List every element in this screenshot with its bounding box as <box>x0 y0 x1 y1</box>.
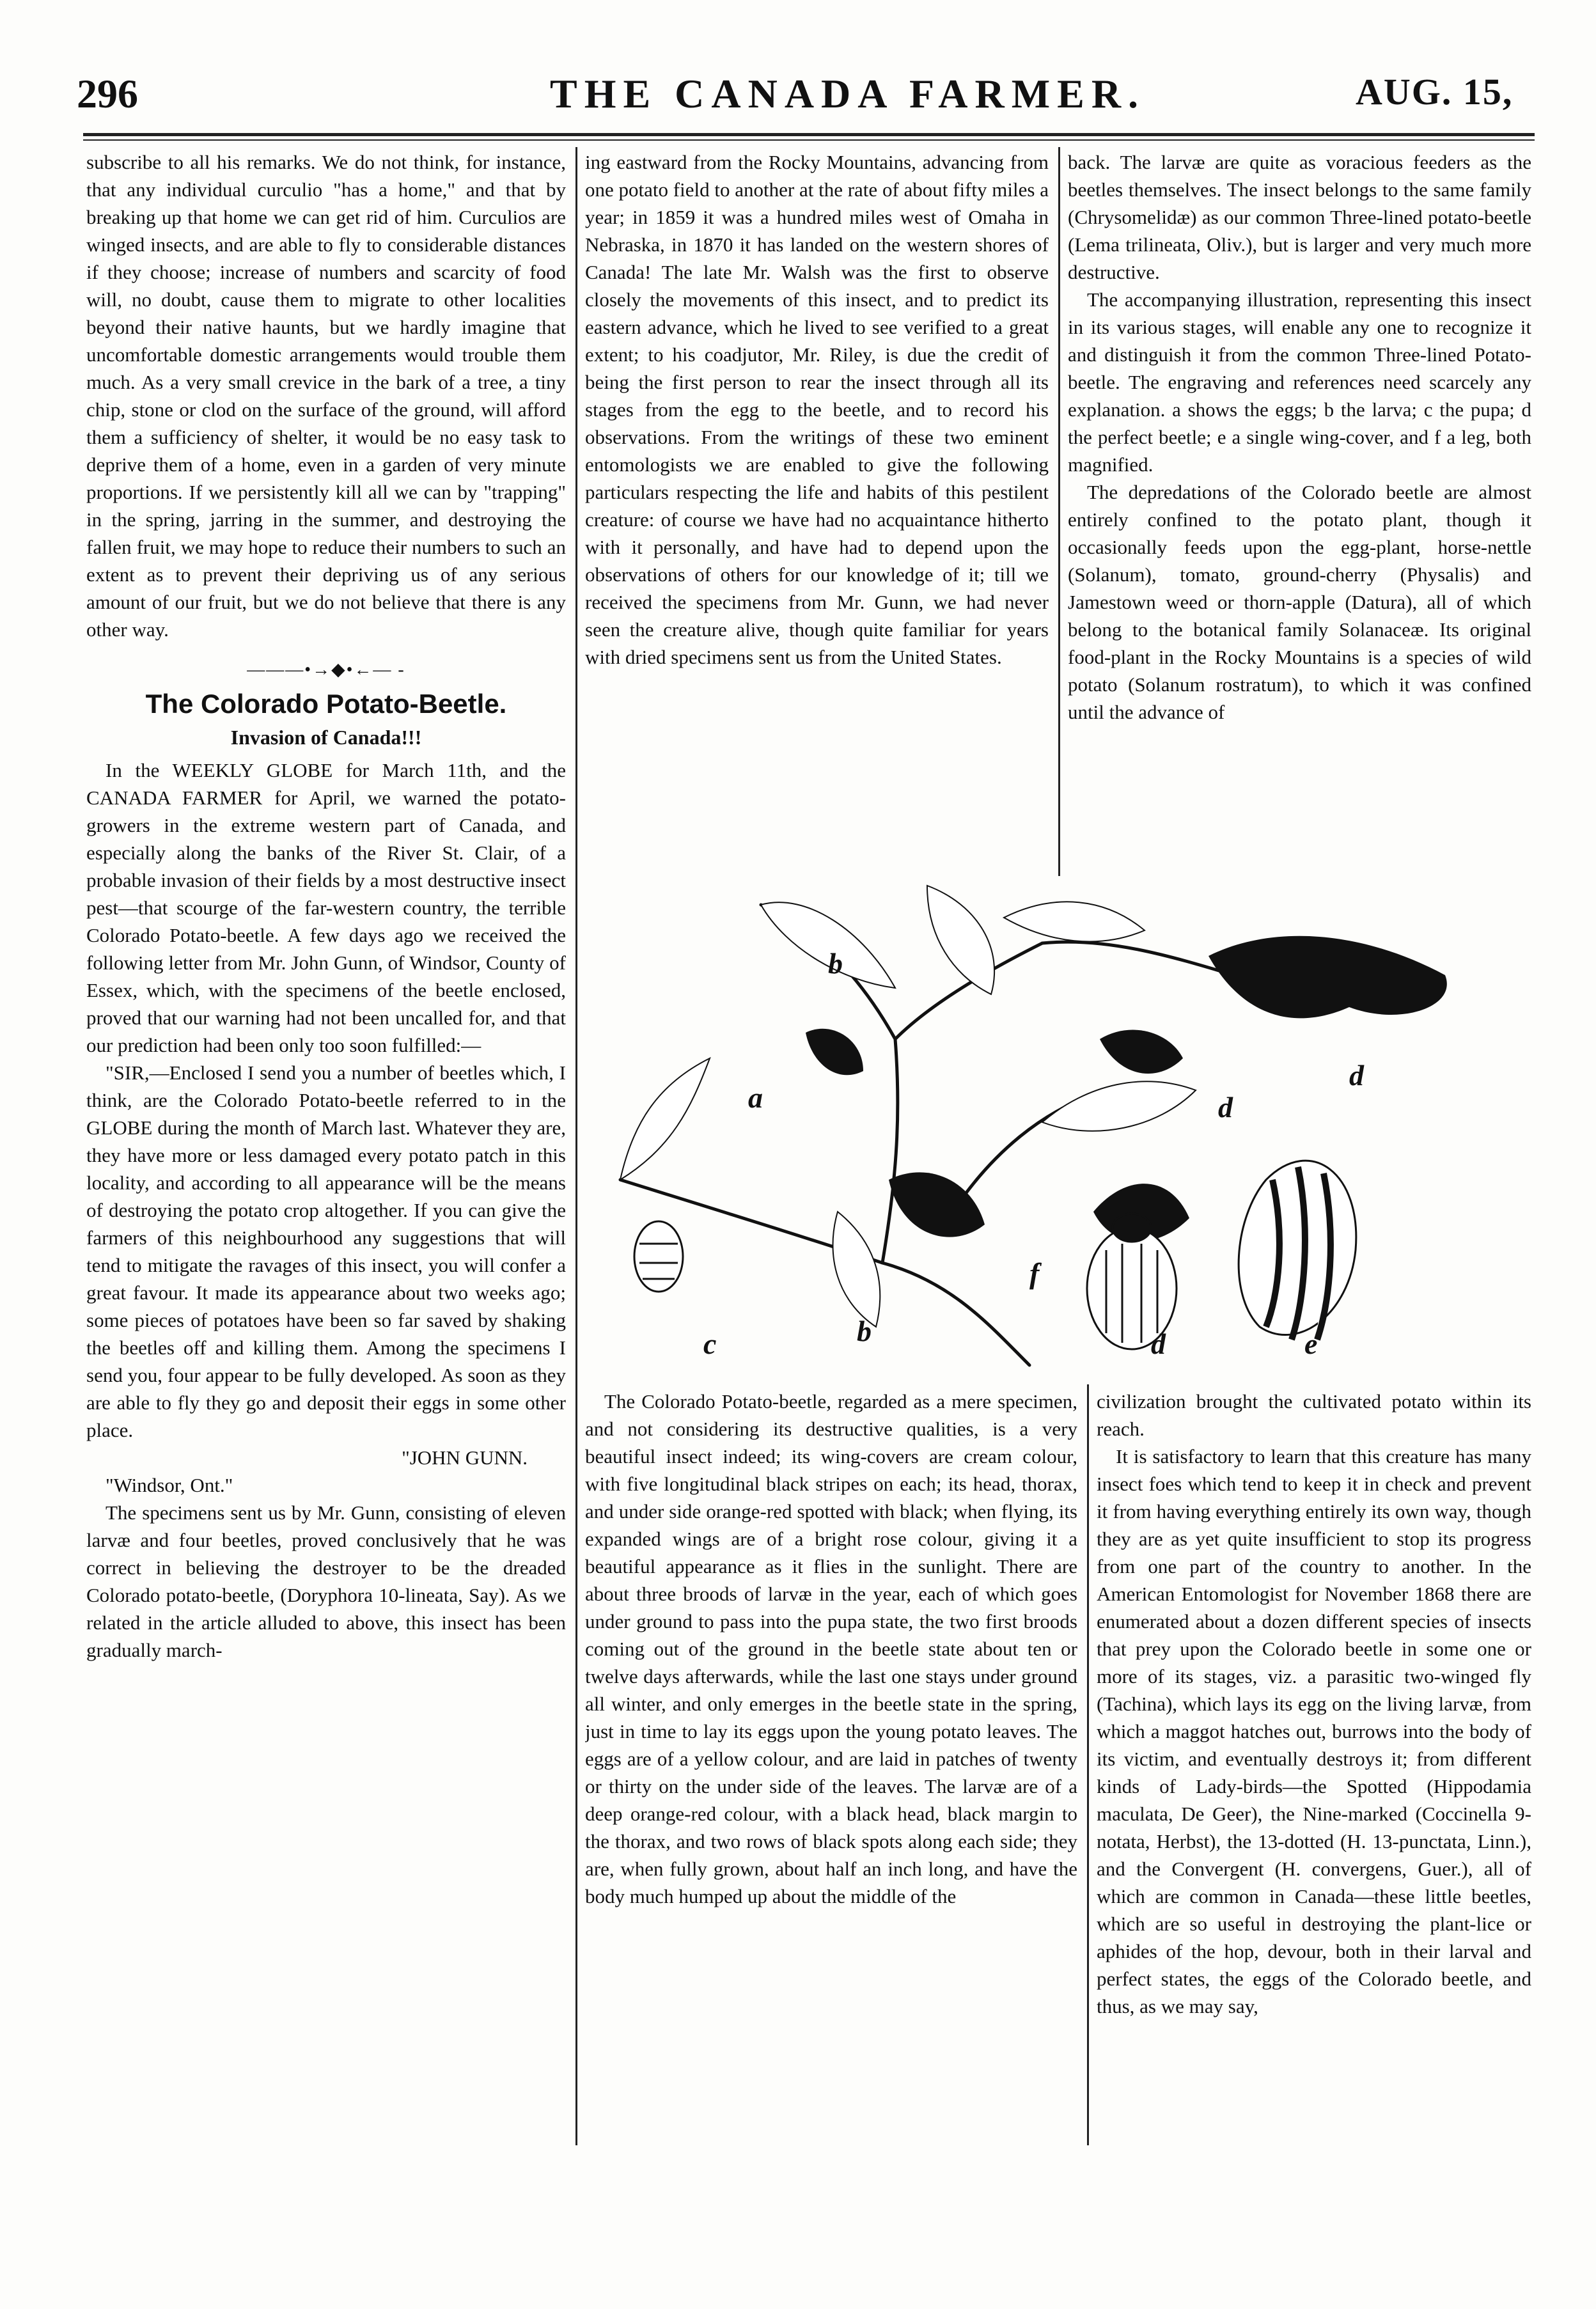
column-1 <box>86 148 566 2143</box>
article-paragraph: The accompanying illustration, representing this insect in its various stages, will enable any one to recognize it and distinguish it from the common Three-lined Potato-beetle. The engraving and references need scarcely any explanation. a shows the eggs; b the larva; c the pupa; d the perfect beetle; e a single wing-cover, and f a leg, both magnified. <box>1068 288 1531 476</box>
column-rule-2-top <box>1058 147 1060 876</box>
article-paragraph: It is satisfactory to learn that this creature has many insect foes which tend to keep it in check and prevent it from having everything entirely its own way, though they are as yet quite insufficient to stop its progress from one part of the country to another. In the American Entomologist for November 1868 there are enumerated about a dozen different species of insects that prey upon the Colorado beetle in some one or more of its stages, viz. a parasitic two-winged fly (Tachina), which lays its egg on the living larvæ, from which a maggot hatches out, burrows into the body of its victim, and eventually destroys it; from different kinds of Lady-birds—the Spotted (Hippodamia maculata, De Geer), the Nine-marked (Coccinella 9-notata, Herbst), the 13-dotted (H. 13-punctata, Linn.), and the Convergent (H. convergens, Guer.), all of which are common in Canada—these little beetles, which are so useful in destroying the plant-lice or aphides of the hop, devour, both in their larval and perfect states, the eggs of the Colorado beetle, and thus, as we may say, <box>1097 1445 1531 2017</box>
continued-paragraph: subscribe to all his remarks. We do not think, for instance, that any individual curculio "has a home," and that by breaking up that home we can get rid of him. Curculios are winged insects, and are able to fly to considerable distances if they choose; increase of numbers and scarcity of food will, no doubt, cause them to migrate to other localities beyond their native haunts, but we hardly imagine that uncomfortable domestic arrangements would trouble them much. As a very small crevice in the bark of a tree, a tiny chip, stone or clod on the surface of the ground, will afford them a sufficiency of shelter, it would be no easy task to deprive them of a home, even in a garden of very minute proportions. If we persistently kill all we can by "trapping" in the spring, jarring in the summer, and destroying the fallen fruit, we may hope to reduce their numbers to such an extent as to prevent their depriving us of any serious amount of our fruit, but we do not believe that there is any other way. <box>86 151 566 641</box>
figure-label-e: e <box>1304 1327 1318 1360</box>
figure-label-b-lower: b <box>857 1315 872 1347</box>
letter-signature: "JOHN GUNN. <box>402 1446 528 1469</box>
masthead-title: THE CANADA FARMER. <box>550 71 1146 116</box>
pupa <box>634 1221 683 1292</box>
beetle-illustration <box>595 879 1535 1378</box>
leaf <box>1004 902 1145 941</box>
letter-paragraph: "SIR,—Enclosed I send you a number of beetles which, I think, are the Colorado Potato-beetle referred to in the GLOBE during the month of March last. Whatever they are, they have more or less damaged every potato patch in this locality, and according to all appearance will be the means of destroying the potato crop altogether. If you can give the farmers of this neighbourhood any suggestions that will tend to mitigate the ravages of this insect, you will confer a great favour. It made its appearance about two weeks ago; some pieces of potatoes have been so far saved by shaking the beetles off and killing them. Among the specimens I send you, four appear to be fully developed. As soon as they are able to fly they go and deposit their eggs in some other place. <box>86 1061 566 1441</box>
section-ornament: ———•→◆•←— - <box>247 660 405 680</box>
beetle <box>1100 1030 1183 1074</box>
page-number: 296 <box>77 71 138 116</box>
article-paragraph: In the WEEKLY GLOBE for March 11th, and the CANADA FARMER for April, we warned the potato-growers in the extreme western part of Canada, and especially along the banks of the River St. Clair, of a probable invasion of their fields by a most destructive insect pest—that scourge of the far-western country, the terrible Colorado Potato-beetle. A few days ago we received the following letter from Mr. John Gunn, of Windsor, County of Essex, which, with the specimens of the beetle enclosed, proved that our warning had not been uncalled for, and that our prediction had been only too soon fulfilled:— <box>86 759 566 1056</box>
dark-leaf <box>1209 936 1447 1019</box>
article-title: The Colorado Potato-Beetle. <box>145 689 507 719</box>
article-subtitle: Invasion of Canada!!! <box>230 726 422 749</box>
figure-label-b: b <box>828 947 843 980</box>
potato-plant-drawing <box>595 879 1535 1378</box>
column-2-top <box>585 148 1049 877</box>
dark-leaf <box>889 1172 985 1237</box>
header-rule <box>83 133 1535 136</box>
article-paragraph: ing eastward from the Rocky Mountains, advancing from one potato field to another at the rate of about fifty miles a year; in 1859 it was a hundred miles west of Omaha in Nebraska, in 1870 it has landed on the western shores of Canada! The late Mr. Walsh was the first to observe closely the movements of this insect, and to predict its eastern advance, which he lived to see verified to a great extent; to his coadjutor, Mr. Riley, is due the credit of being the first person to rear the insect through all its stages from the egg to the beetle, and to record his observations. From the writings of these two eminent entomologists we are enabled to give the following particulars respecting the life and habits of this pestilent creature: of course we have had no acquaintance hitherto with it personally, and have had to depend upon the observations of others for our knowledge of it; till we received the specimens from Mr. Gunn, we had never seen the creature alive, though quite familiar for years with dried specimens sent us from the United States. <box>585 151 1049 668</box>
header-rule-thin <box>83 139 1535 141</box>
figure-label-d-lower: d <box>1151 1327 1166 1360</box>
leaf <box>833 1212 880 1327</box>
article-paragraph: The depredations of the Colorado beetle are almost entirely confined to the potato plant, though it occasionally feeds upon the egg-plant, horse-nettle (Solanum), tomato, ground-cherry (Physalis) and Jamestown weed or thorn-apple (Datura), all of which belong to the botanical family Solanaceæ. Its original food-plant in the Rocky Mountains is a species of wild potato (Solanum rostratum), to which it was confined until the advance of <box>1068 481 1531 723</box>
column-rule-2-bottom <box>1087 1384 1089 2145</box>
figure-label-d: d <box>1218 1091 1233 1123</box>
article-paragraph: The specimens sent us by Mr. Gunn, consisting of eleven larvæ and four beetles, proved conclusively that he was correct in believing the destroyer to be the dreaded Colorado potato-beetle, (Doryphora 10-lineata, Say). As we related in the article alluded to above, this insect has been gradually march- <box>86 1501 566 1661</box>
column-3-bottom <box>1097 1388 1531 2145</box>
figure-label-d-upper: d <box>1349 1059 1364 1092</box>
column-3-top <box>1068 148 1531 877</box>
leaf <box>620 1058 710 1180</box>
plant-stem <box>1042 942 1234 975</box>
issue-date: AUG. 15, <box>1356 71 1514 113</box>
figure-label-f: f <box>1029 1257 1040 1290</box>
figure-label-a: a <box>748 1081 763 1114</box>
leaf <box>927 886 994 994</box>
leaf <box>1042 1081 1196 1131</box>
article-paragraph: The Colorado Potato-beetle, regarded as a mere specimen, and not considering its destructive qualities, is a very beautiful insect indeed; its wing-covers are cream colour, with five longitudinal black stripes on each; its head, thorax, and under side orange-red spotted with black; when flying, its expanded wings are of a bright rose colour, giving it a beautiful appearance as it flies in the sunlight. There are about three broods of larvæ in the year, each of which goes under ground to pass into the pupa state, the two first broods coming out of the ground in the beetle state about ten or twelve days afterwards, while the last one stays under ground all winter, and only emerges in the beetle state in the spring, just in time to lay its eggs upon the young potato leaves. The eggs are of a yellow colour, and are laid in patches of twenty or thirty on the under side of the leaves. The larvæ are of a deep orange-red colour, with a black head, black margin to the thorax, and two rows of black spots along each side; they are, when fully grown, about half an inch long, and have the body much humped up about the middle of the <box>585 1390 1077 1907</box>
figure-label-c: c <box>703 1327 717 1360</box>
plant-stem <box>882 1039 898 1263</box>
article-paragraph: back. The larvæ are quite as voracious feeders as the beetles themselves. The insect belongs to the same family (Chrysomelidæ) as our common Three-lined potato-beetle (Lema trilineata, Oliv.), but is larger and very much more destructive. <box>1068 151 1531 283</box>
article-paragraph: civilization brought the cultivated potato within its reach. <box>1097 1390 1531 1440</box>
larva <box>806 1029 863 1076</box>
column-rule-1 <box>575 147 577 2145</box>
wing-cover <box>1239 1161 1356 1340</box>
letter-place: "Windsor, Ont." <box>106 1474 233 1496</box>
column-2-bottom <box>585 1388 1077 2145</box>
